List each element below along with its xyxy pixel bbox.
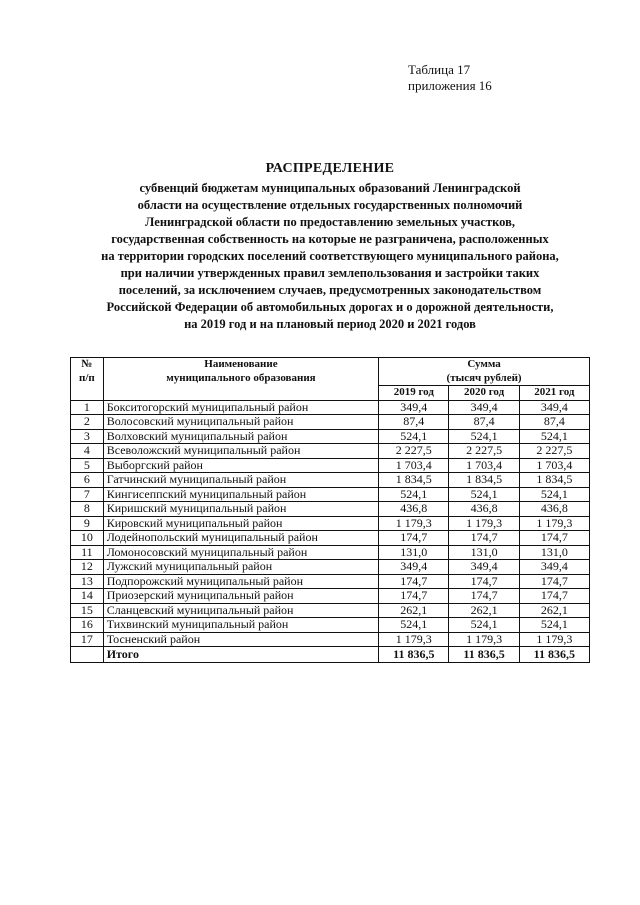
table-row: [71, 603, 590, 618]
municipality-name: Лужский муниципальный район: [103, 560, 378, 575]
value-2019: 349,4: [379, 560, 449, 575]
document-heading: [70, 160, 590, 333]
value-2019: 524,1: [379, 618, 449, 633]
distribution-table: [70, 357, 590, 663]
row-number: 1: [71, 400, 104, 415]
value-2020: 349,4: [449, 400, 519, 415]
header-sum-cell: [379, 358, 590, 386]
municipality-name: Ломоносовский муниципальный район: [103, 545, 378, 560]
row-number: 4: [71, 444, 104, 459]
municipality-name: Тосненский район: [103, 632, 378, 647]
subtitle-line: при наличии утвержденных правил землепользования и застройки таких: [120, 266, 540, 280]
total-2019: 11 836,5: [379, 647, 449, 663]
row-number: 6: [71, 473, 104, 488]
row-number: 12: [71, 560, 104, 575]
subtitle-line: на территории городских поселений соответствующего муниципального района,: [101, 249, 559, 263]
municipality-name: Бокситогорский муниципальный район: [103, 400, 378, 415]
value-2019: 2 227,5: [379, 444, 449, 459]
row-number: 3: [71, 429, 104, 444]
value-2020: 524,1: [449, 429, 519, 444]
value-2019: 1 179,3: [379, 516, 449, 531]
value-2020: 1 703,4: [449, 458, 519, 473]
table-row: [71, 473, 590, 488]
table-row: [71, 574, 590, 589]
subtitle-line: государственная собственность на которые не разграничена, расположенных: [111, 232, 549, 246]
table-row: [71, 531, 590, 546]
table-row: [71, 545, 590, 560]
value-2019: 174,7: [379, 531, 449, 546]
header-name-cell: [103, 358, 378, 401]
row-number: 7: [71, 487, 104, 502]
table-row: [71, 560, 590, 575]
municipality-name: Кингисеппский муниципальный район: [103, 487, 378, 502]
value-2020: 2 227,5: [449, 444, 519, 459]
value-2021: 262,1: [519, 603, 589, 618]
table-row: [71, 589, 590, 604]
value-2021: 349,4: [519, 560, 589, 575]
header-sum-label: Сумма: [467, 358, 501, 370]
row-number: 13: [71, 574, 104, 589]
value-2021: 174,7: [519, 531, 589, 546]
row-number: 5: [71, 458, 104, 473]
value-2021: 349,4: [519, 400, 589, 415]
header-number-cell: [71, 358, 104, 401]
total-row: [71, 647, 590, 663]
value-2020: 262,1: [449, 603, 519, 618]
header-number-symbol: №: [81, 358, 93, 370]
value-2021: 87,4: [519, 415, 589, 430]
value-2020: 1 179,3: [449, 516, 519, 531]
value-2021: 524,1: [519, 429, 589, 444]
table-row: [71, 632, 590, 647]
municipality-name: Киришский муниципальный район: [103, 502, 378, 517]
table-row: [71, 516, 590, 531]
document-title: РАСПРЕДЕЛЕНИЕ: [265, 161, 395, 176]
municipality-name: Приозерский муниципальный район: [103, 589, 378, 604]
row-number: 16: [71, 618, 104, 633]
value-2020: 524,1: [449, 487, 519, 502]
value-2020: 87,4: [449, 415, 519, 430]
value-2021: 1 834,5: [519, 473, 589, 488]
subtitle-line: Российской Федерации об автомобильных дорогах и о дорожной деятельности,: [106, 300, 554, 314]
total-label: Итого: [103, 647, 378, 663]
value-2019: 87,4: [379, 415, 449, 430]
total-2021: 11 836,5: [519, 647, 589, 663]
value-2019: 262,1: [379, 603, 449, 618]
value-2021: 2 227,5: [519, 444, 589, 459]
value-2020: 131,0: [449, 545, 519, 560]
table-row: [71, 444, 590, 459]
municipality-name: Тихвинский муниципальный район: [103, 618, 378, 633]
value-2020: 349,4: [449, 560, 519, 575]
municipality-name: Всеволожский муниципальный район: [103, 444, 378, 459]
value-2020: 1 179,3: [449, 632, 519, 647]
table-number-label: Таблица 17: [408, 62, 471, 77]
total-number-cell: [71, 647, 104, 663]
value-2021: 174,7: [519, 574, 589, 589]
value-2019: 1 703,4: [379, 458, 449, 473]
header-name-line1: Наименование: [204, 358, 278, 370]
subtitle-line: поселений, за исключением случаев, предусмотренных законодательством: [118, 283, 542, 297]
value-2019: 174,7: [379, 589, 449, 604]
value-2020: 524,1: [449, 618, 519, 633]
header-name-line2: муниципального образования: [166, 371, 316, 384]
value-2020: 174,7: [449, 531, 519, 546]
subtitle-line: области на осуществление отдельных государственных полномочий: [137, 198, 523, 212]
municipality-name: Волосовский муниципальный район: [103, 415, 378, 430]
subtitle-line: на 2019 год и на плановый период 2020 и 2021 годов: [184, 317, 476, 331]
municipality-name: Кировский муниципальный район: [103, 516, 378, 531]
value-2020: 174,7: [449, 574, 519, 589]
row-number: 14: [71, 589, 104, 604]
value-2019: 1 179,3: [379, 632, 449, 647]
header-sum-unit: (тысяч рублей): [446, 371, 522, 384]
value-2019: 524,1: [379, 429, 449, 444]
document-reference: [408, 62, 492, 94]
header-number-abbr: п/п: [78, 371, 95, 384]
value-2021: 436,8: [519, 502, 589, 517]
value-2021: 1 179,3: [519, 632, 589, 647]
subtitle-line: Ленинградской области по предоставлению земельных участков,: [145, 215, 515, 229]
municipality-name: Выборгский район: [103, 458, 378, 473]
value-2019: 524,1: [379, 487, 449, 502]
header-year-2020: 2020 год: [449, 386, 519, 401]
document-subtitle: [70, 180, 590, 333]
row-number: 11: [71, 545, 104, 560]
value-2021: 174,7: [519, 589, 589, 604]
municipality-name: Сланцевский муниципальный район: [103, 603, 378, 618]
table-row: [71, 429, 590, 444]
value-2020: 174,7: [449, 589, 519, 604]
value-2019: 174,7: [379, 574, 449, 589]
appendix-label: приложения 16: [408, 78, 492, 93]
row-number: 10: [71, 531, 104, 546]
value-2019: 131,0: [379, 545, 449, 560]
table-row: [71, 487, 590, 502]
value-2020: 436,8: [449, 502, 519, 517]
value-2019: 436,8: [379, 502, 449, 517]
row-number: 2: [71, 415, 104, 430]
municipality-name: Лодейнопольский муниципальный район: [103, 531, 378, 546]
row-number: 17: [71, 632, 104, 647]
table-row: [71, 400, 590, 415]
total-2020: 11 836,5: [449, 647, 519, 663]
row-number: 8: [71, 502, 104, 517]
row-number: 9: [71, 516, 104, 531]
value-2019: 349,4: [379, 400, 449, 415]
row-number: 15: [71, 603, 104, 618]
table-row: [71, 415, 590, 430]
municipality-name: Волховский муниципальный район: [103, 429, 378, 444]
value-2021: 131,0: [519, 545, 589, 560]
header-year-2019: 2019 год: [379, 386, 449, 401]
value-2021: 1 179,3: [519, 516, 589, 531]
value-2021: 524,1: [519, 618, 589, 633]
municipality-name: Подпорожский муниципальный район: [103, 574, 378, 589]
header-year-2021: 2021 год: [519, 386, 589, 401]
value-2021: 1 703,4: [519, 458, 589, 473]
subtitle-line: субвенций бюджетам муниципальных образований Ленинградской: [139, 181, 521, 195]
value-2021: 524,1: [519, 487, 589, 502]
table-row: [71, 618, 590, 633]
value-2020: 1 834,5: [449, 473, 519, 488]
table-row: [71, 502, 590, 517]
value-2019: 1 834,5: [379, 473, 449, 488]
municipality-name: Гатчинский муниципальный район: [103, 473, 378, 488]
table-row: [71, 458, 590, 473]
